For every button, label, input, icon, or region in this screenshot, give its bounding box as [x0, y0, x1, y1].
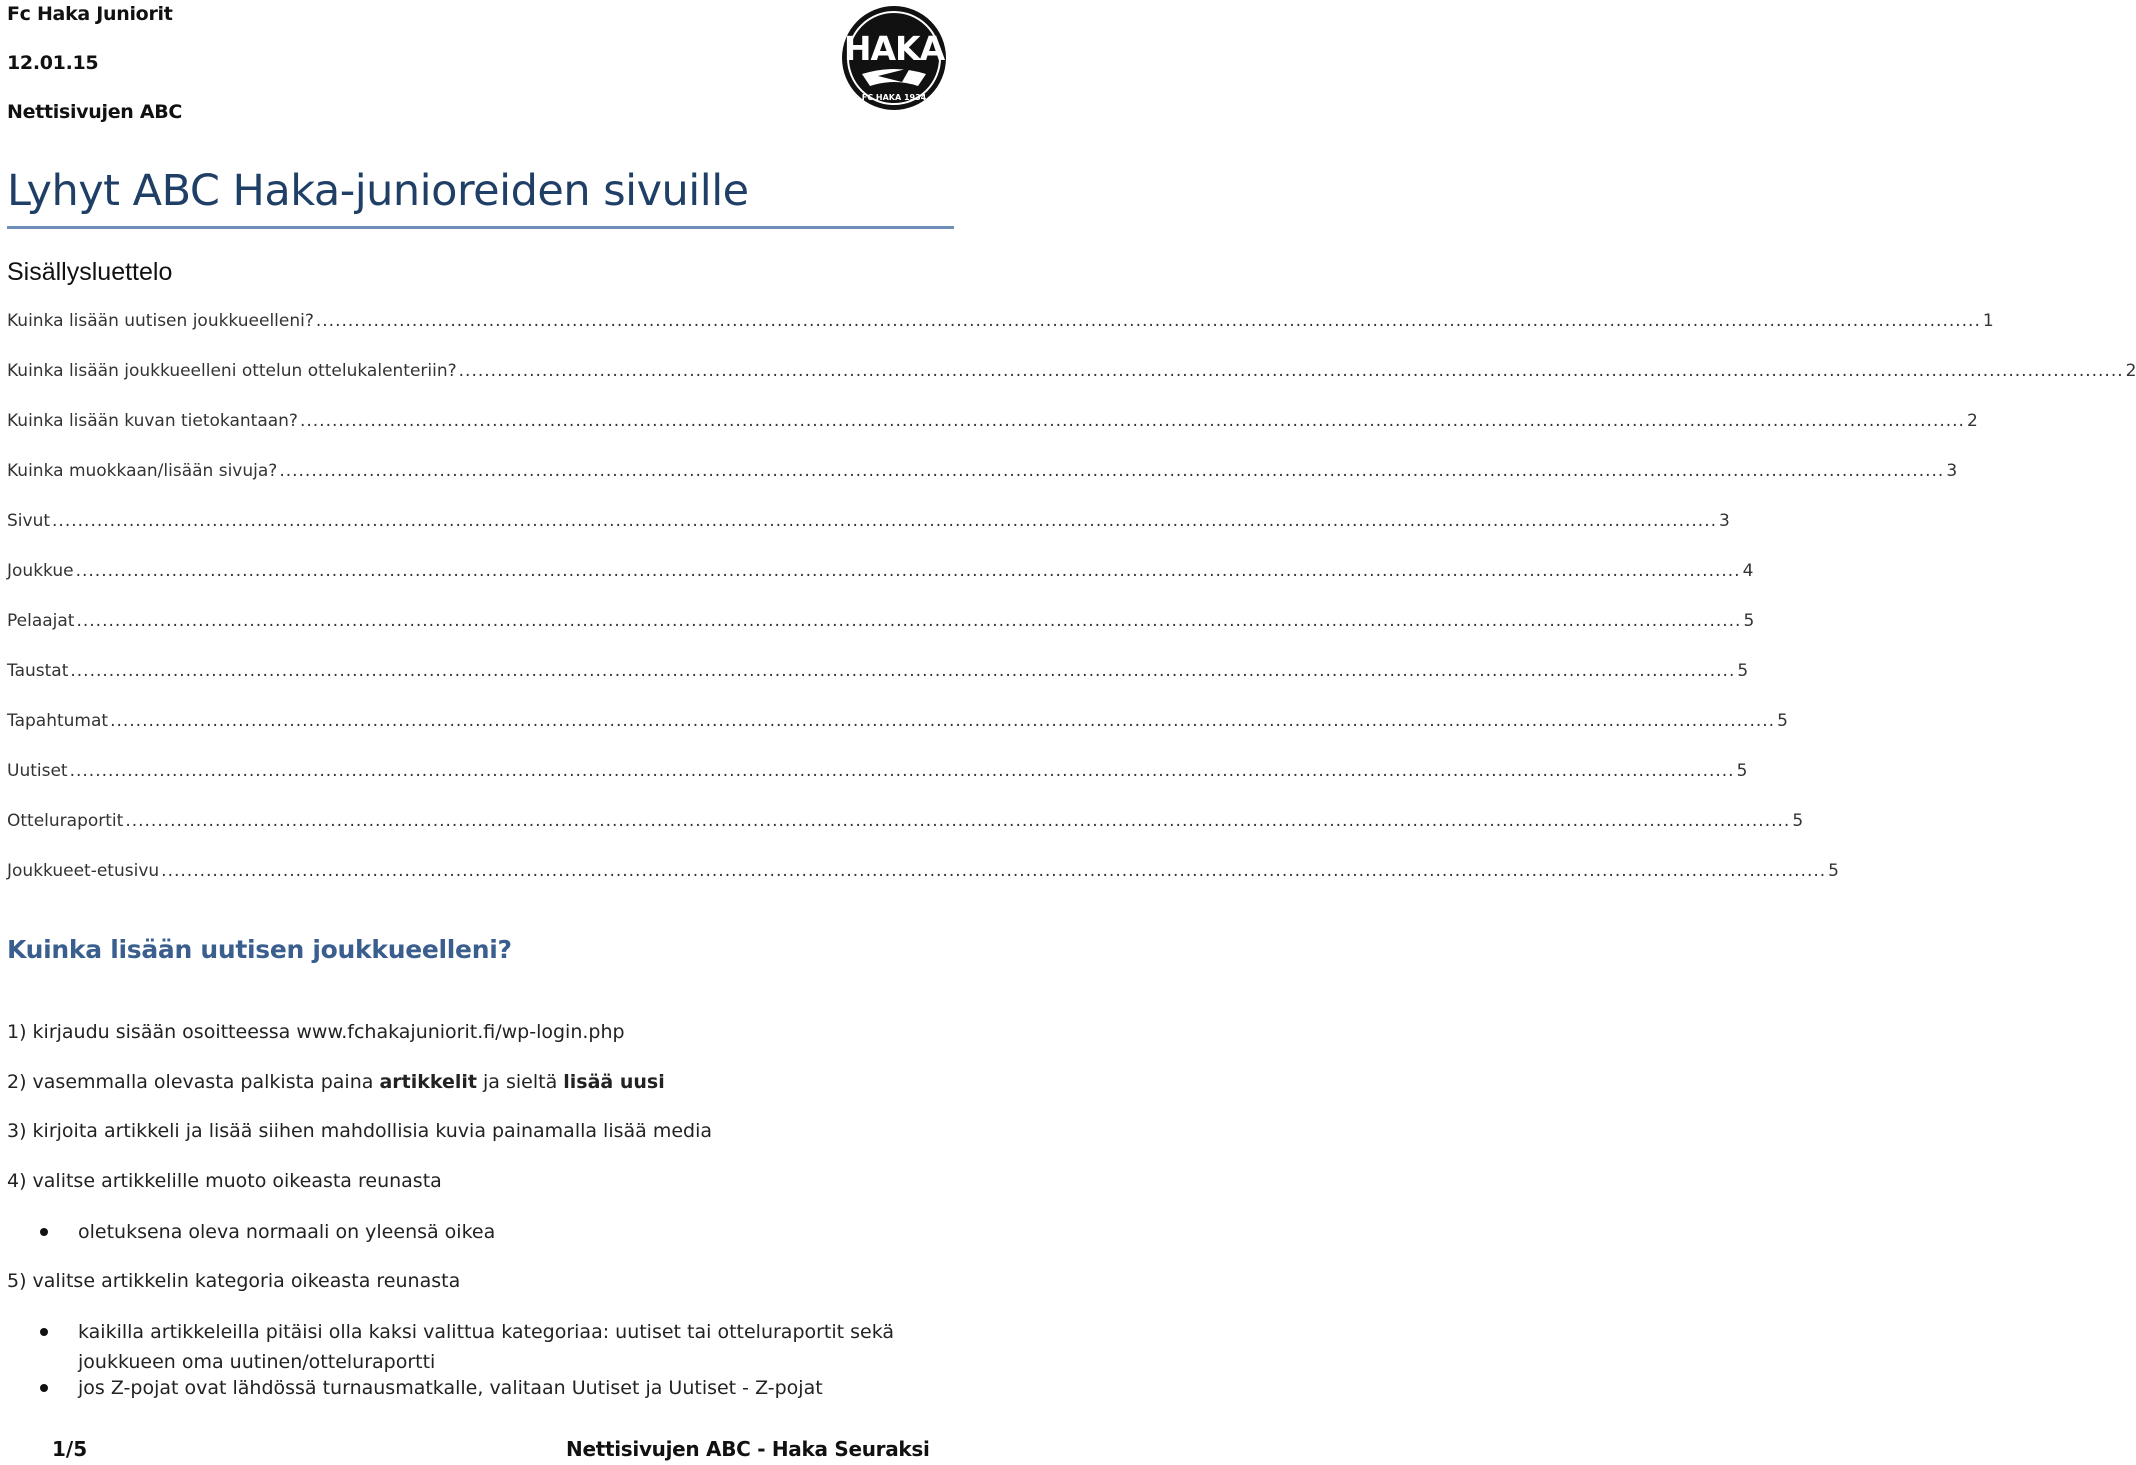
logo-text: HAKA — [843, 29, 945, 68]
toc-leader-dots: .................................................................................................................................................................................................................................................................... — [299, 411, 1965, 431]
toc-leader-dots: .................................................................................................................................................................................................................................................................... — [279, 461, 1945, 481]
bullet-icon — [40, 1328, 48, 1336]
toc-leader-dots: .................................................................................................................................................................................................................................................................... — [161, 861, 1827, 881]
toc-entry[interactable] — [7, 807, 1804, 831]
list-item — [40, 1217, 940, 1247]
list-item — [40, 1373, 940, 1403]
toc-entry[interactable] — [7, 657, 1749, 681]
bullet-icon — [40, 1384, 48, 1392]
toc-entry-label[interactable]: Pelaajat — [7, 611, 75, 631]
bullet-text: kaikilla artikkeleilla pitäisi olla kaksi valittua kategoriaa: uutiset tai otteluraportit sekä joukkueen oma uutinen/otteluraportti — [78, 1321, 895, 1373]
header-org: Fc Haka Juniorit — [7, 3, 173, 25]
toc-leader-dots: .................................................................................................................................................................................................................................................................... — [458, 361, 2124, 381]
footer-page-number: 1/5 — [52, 1437, 88, 1461]
step-3: 3) kirjoita artikkeli ja lisää siihen mahdollisia kuvia painamalla lisää media — [7, 1120, 713, 1142]
step-2-text-mid: ja sieltä — [476, 1071, 564, 1093]
toc-entry[interactable] — [7, 707, 1788, 731]
toc-entry[interactable] — [7, 557, 1754, 581]
toc-entry-label[interactable]: Tapahtumat — [7, 711, 109, 731]
toc-entry-page: 5 — [1737, 661, 1749, 681]
list-item — [40, 1317, 940, 1377]
toc-entry[interactable] — [7, 507, 1730, 531]
toc-entry-page: 1 — [1982, 311, 1994, 331]
toc-entry-label[interactable]: Kuinka lisään joukkueelleni ottelun ottelukalenteriin? — [7, 361, 457, 381]
toc-leader-dots: .................................................................................................................................................................................................................................................................... — [52, 511, 1718, 531]
toc-leader-dots: .................................................................................................................................................................................................................................................................... — [69, 761, 1735, 781]
toc-entry-label[interactable]: Kuinka lisään uutisen joukkueelleni? — [7, 311, 314, 331]
section-heading: Kuinka lisään uutisen joukkueelleni? — [7, 935, 512, 964]
bullet-text: oletuksena oleva normaali on yleensä oikea — [78, 1221, 496, 1243]
toc-entry-page: 5 — [1736, 761, 1748, 781]
toc-entry-label[interactable]: Uutiset — [7, 761, 68, 781]
toc-entry[interactable] — [7, 457, 1958, 481]
logo-ring-text: FC HAKA 1934 — [861, 93, 927, 102]
toc-heading: Sisällysluettelo — [7, 258, 173, 286]
bullet-icon — [40, 1228, 48, 1236]
step-5: 5) valitse artikkelin kategoria oikeasta reunasta — [7, 1270, 461, 1292]
footer-title: Nettisivujen ABC - Haka Seuraksi — [566, 1437, 930, 1461]
step-1: 1) kirjaudu sisään osoitteessa www.fchakajuniorit.fi/wp-login.php — [7, 1021, 625, 1043]
toc-entry[interactable] — [7, 857, 1839, 881]
toc-entry-page: 5 — [1792, 811, 1804, 831]
toc-entry[interactable] — [7, 607, 1755, 631]
header-subtitle: Nettisivujen ABC — [7, 101, 183, 123]
step-4: 4) valitse artikkelille muoto oikeasta reunasta — [7, 1170, 442, 1192]
toc-leader-dots: .................................................................................................................................................................................................................................................................... — [70, 661, 1736, 681]
toc-entry-page: 2 — [1966, 411, 1978, 431]
toc-entry[interactable] — [7, 307, 1994, 331]
toc-entry-label[interactable]: Kuinka muokkaan/lisään sivuja? — [7, 461, 278, 481]
toc-entry[interactable] — [7, 357, 2136, 381]
toc-leader-dots: .................................................................................................................................................................................................................................................................... — [315, 311, 1981, 331]
document-title: Lyhyt ABC Haka-junioreiden sivuille — [7, 166, 954, 229]
haka-logo-icon — [840, 2, 948, 114]
toc-entry-label[interactable]: Taustat — [7, 661, 69, 681]
toc-leader-dots: .................................................................................................................................................................................................................................................................... — [76, 611, 1742, 631]
step-2-bold-add-new: lisää uusi — [563, 1071, 665, 1093]
toc-entry-label[interactable]: Joukkueet-etusivu — [7, 861, 160, 881]
toc-entry-page: 3 — [1946, 461, 1958, 481]
toc-leader-dots: .................................................................................................................................................................................................................................................................... — [75, 561, 1741, 581]
toc-entry-label[interactable]: Sivut — [7, 511, 51, 531]
toc-entry-page: 4 — [1742, 561, 1754, 581]
toc-entry-page: 5 — [1777, 711, 1788, 731]
toc-entry-page: 3 — [1719, 511, 1730, 531]
step-2 — [7, 1071, 665, 1093]
toc-leader-dots: .................................................................................................................................................................................................................................................................... — [125, 811, 1791, 831]
toc-entry-label[interactable]: Kuinka lisään kuvan tietokantaan? — [7, 411, 298, 431]
step-2-text: 2) vasemmalla olevasta palkista paina — [7, 1071, 380, 1093]
step-2-bold-articles: artikkelit — [379, 1071, 477, 1093]
header-date: 12.01.15 — [7, 52, 99, 74]
toc-entry-page: 5 — [1743, 611, 1755, 631]
toc-entry-label[interactable]: Joukkue — [7, 561, 74, 581]
toc-entry[interactable] — [7, 407, 1978, 431]
toc-entry-page: 5 — [1828, 861, 1839, 881]
toc-entry-label[interactable]: Otteluraportit — [7, 811, 124, 831]
bullet-text: jos Z-pojat ovat lähdössä turnausmatkalle, valitaan Uutiset ja Uutiset - Z-pojat — [78, 1377, 823, 1399]
toc-entry-page: 2 — [2125, 361, 2136, 381]
toc-entry[interactable] — [7, 757, 1748, 781]
toc-leader-dots: .................................................................................................................................................................................................................................................................... — [110, 711, 1776, 731]
